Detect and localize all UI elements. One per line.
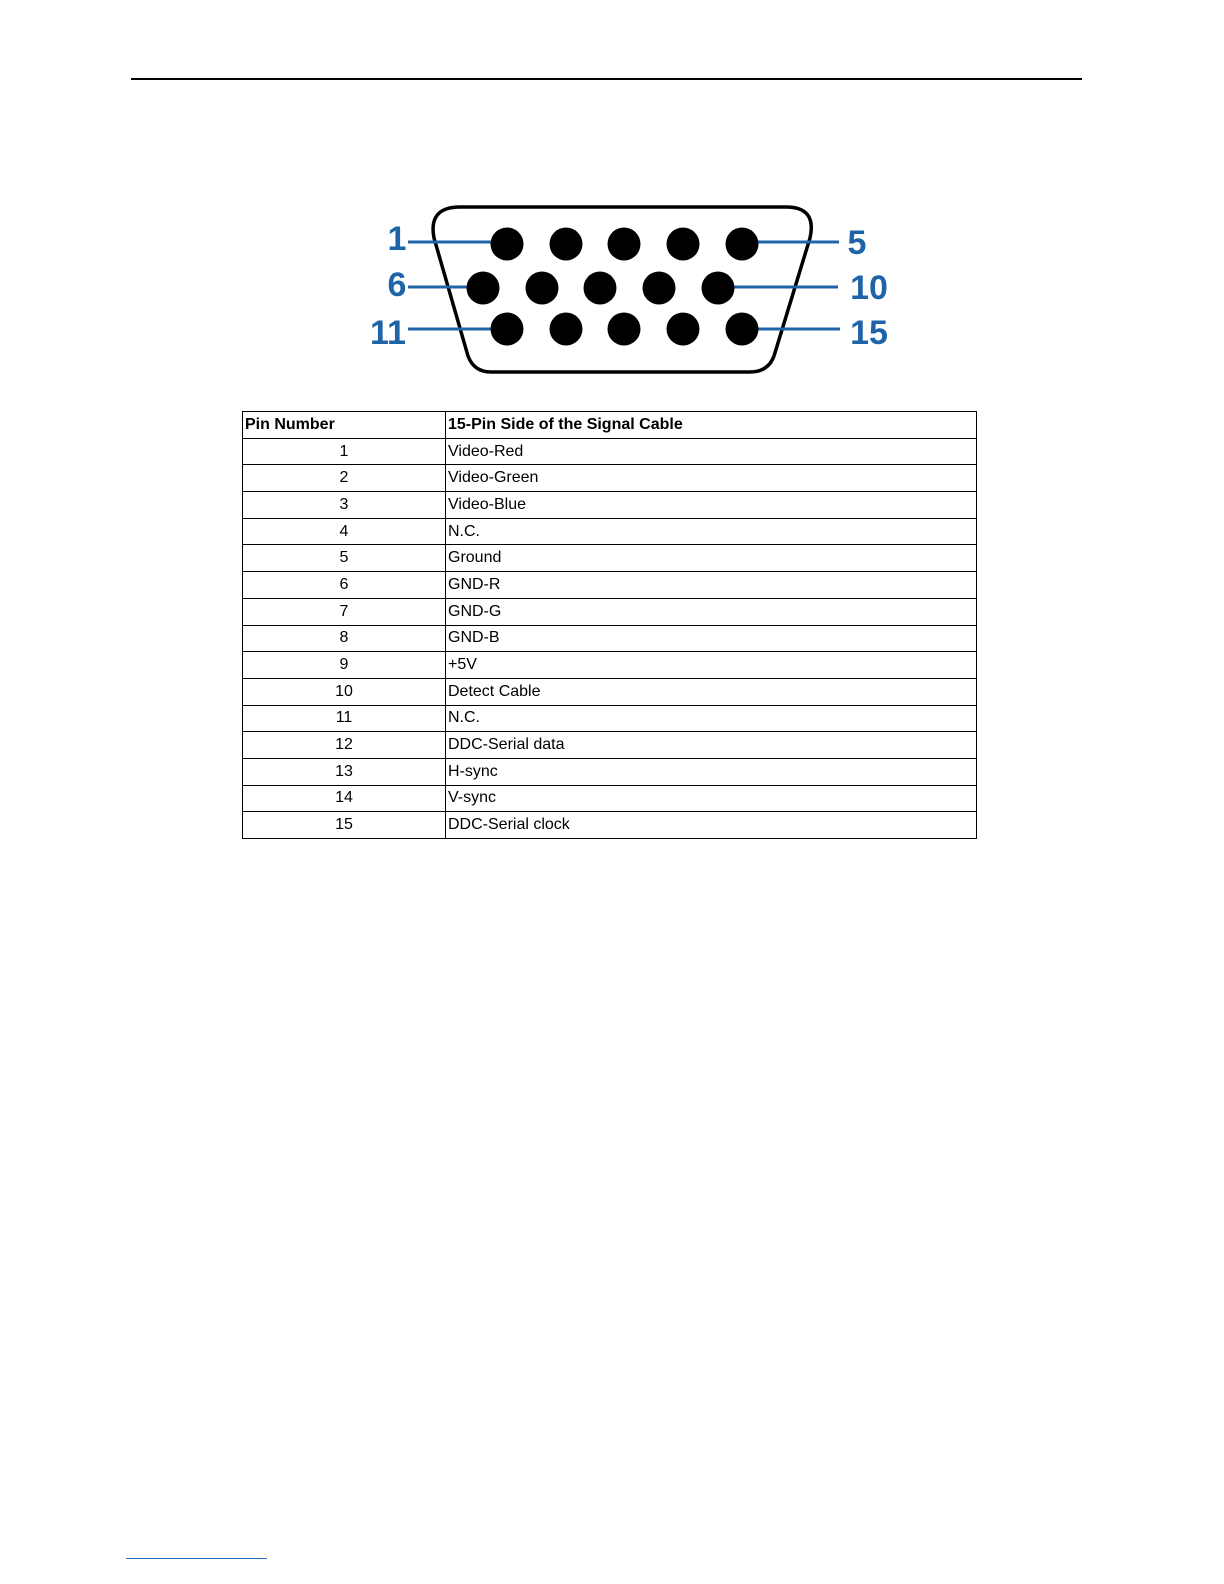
signal-cell: H-sync [446, 758, 977, 785]
table-row [243, 625, 977, 652]
footer-rule [126, 1558, 267, 1559]
table-row [243, 732, 977, 759]
table-row [243, 438, 977, 465]
pin-14 [667, 313, 700, 346]
signal-cell: GND-G [446, 598, 977, 625]
table-row [243, 652, 977, 679]
signal-cell: GND-B [446, 625, 977, 652]
table-row [243, 598, 977, 625]
pin-number-cell: 11 [243, 705, 446, 732]
pin-number-cell: 4 [243, 518, 446, 545]
pin-7 [526, 272, 559, 305]
pin-number-cell: 15 [243, 812, 446, 839]
table-row [243, 705, 977, 732]
signal-cell: Video-Red [446, 438, 977, 465]
pin-6 [467, 272, 500, 305]
signal-cell: N.C. [446, 518, 977, 545]
pin-8 [584, 272, 617, 305]
signal-cell: +5V [446, 652, 977, 679]
pin-number-cell: 9 [243, 652, 446, 679]
table-row [243, 465, 977, 492]
pin-number-cell: 13 [243, 758, 446, 785]
table-header-row [243, 412, 977, 439]
header-pin-number: Pin Number [243, 412, 446, 439]
pin-number-cell: 8 [243, 625, 446, 652]
table-row [243, 758, 977, 785]
signal-cell: Detect Cable [446, 678, 977, 705]
pin-3 [608, 228, 641, 261]
pin-label-10: 10 [850, 269, 888, 307]
pin-15 [726, 313, 759, 346]
signal-cell: Video-Green [446, 465, 977, 492]
table-row [243, 492, 977, 519]
signal-cell: DDC-Serial data [446, 732, 977, 759]
pin-label-6: 6 [387, 266, 407, 304]
pinout-table [242, 411, 977, 839]
signal-cell: V-sync [446, 785, 977, 812]
table-row [243, 812, 977, 839]
pin-number-cell: 3 [243, 492, 446, 519]
pin-2 [550, 228, 583, 261]
pin-9 [643, 272, 676, 305]
signal-cell: DDC-Serial clock [446, 812, 977, 839]
table-row [243, 785, 977, 812]
pin-4 [667, 228, 700, 261]
pin-number-cell: 1 [243, 438, 446, 465]
pin-label-15: 15 [850, 314, 888, 352]
signal-cell: N.C. [446, 705, 977, 732]
pin-number-cell: 6 [243, 572, 446, 599]
pin-10 [702, 272, 735, 305]
pin-number-cell: 14 [243, 785, 446, 812]
signal-cell: GND-R [446, 572, 977, 599]
pin-number-cell: 5 [243, 545, 446, 572]
table-row [243, 518, 977, 545]
signal-cell: Video-Blue [446, 492, 977, 519]
table-row [243, 678, 977, 705]
vga-connector-svg [360, 196, 900, 386]
pin-number-cell: 2 [243, 465, 446, 492]
header-signal: 15-Pin Side of the Signal Cable [446, 412, 977, 439]
pin-label-5: 5 [847, 224, 867, 262]
pin-label-1: 1 [387, 220, 407, 258]
pin-number-cell: 12 [243, 732, 446, 759]
pin-label-11: 11 [370, 314, 406, 352]
header-rule [131, 78, 1082, 80]
pin-number-cell: 10 [243, 678, 446, 705]
pin-1 [491, 228, 524, 261]
vga-connector-diagram [360, 196, 900, 386]
table-row [243, 572, 977, 599]
signal-cell: Ground [446, 545, 977, 572]
table-row [243, 545, 977, 572]
pin-13 [608, 313, 641, 346]
pin-number-cell: 7 [243, 598, 446, 625]
pin-11 [491, 313, 524, 346]
pin-12 [550, 313, 583, 346]
pin-5 [726, 228, 759, 261]
